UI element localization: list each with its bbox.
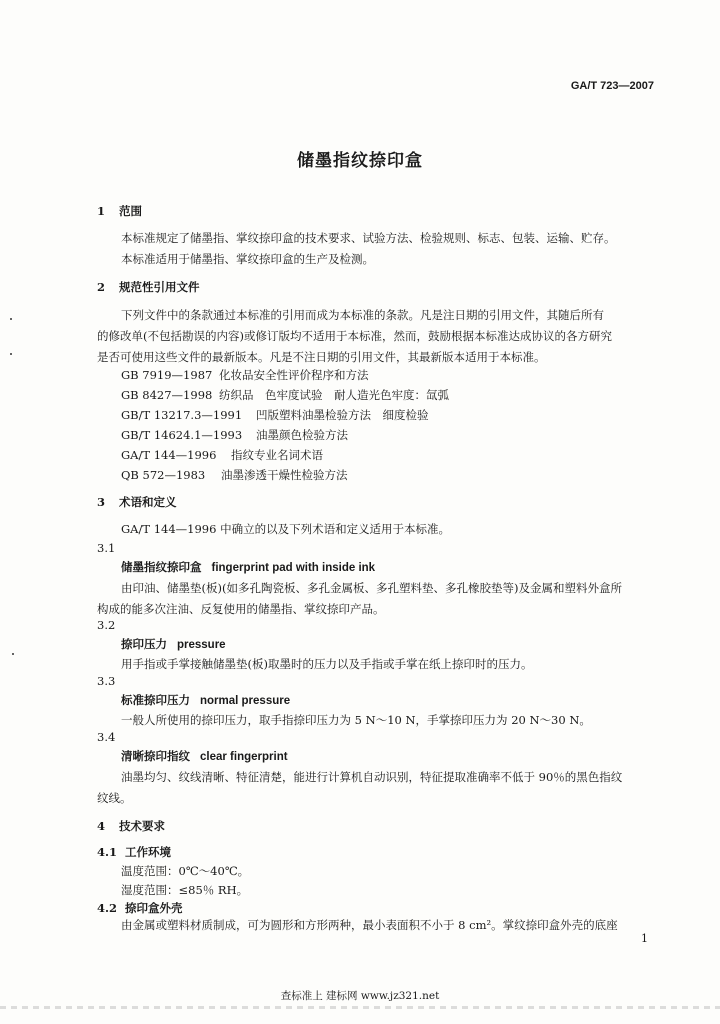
scan-border xyxy=(0,1006,720,1009)
term-cn: 清晰捺印指纹 xyxy=(121,749,190,763)
term-cn: 储墨指纹捺印盒 xyxy=(121,560,202,574)
scan-speck xyxy=(12,653,14,655)
definition-line: 一般人所使用的捺印压力，取手指捺印压力为 5 N～10 N，手掌捺印压力为 20 N～30 N。 xyxy=(121,713,591,727)
reference-item xyxy=(121,427,348,443)
reference-code: GB 7919—1987 xyxy=(121,368,213,382)
term-en: fingerprint pad with inside ink xyxy=(211,562,376,574)
scan-speck xyxy=(10,318,12,320)
reference-code: QB 572—1983 xyxy=(121,468,206,482)
reference-item xyxy=(121,447,323,463)
subsection-heading xyxy=(97,900,183,916)
definition-line: 构成的能多次注油、反复使用的储墨指、掌纹捺印产品。 xyxy=(97,602,385,616)
reference-item xyxy=(121,387,449,403)
section-number: 3 xyxy=(97,495,106,509)
reference-item xyxy=(121,407,429,423)
reference-title: 纺织品 色牢度试验 耐人造光色牢度：氙弧 xyxy=(219,388,449,402)
term-en: pressure xyxy=(177,639,226,651)
reference-title: 指纹专业名词术语 xyxy=(231,448,323,462)
scan-speck xyxy=(10,353,12,355)
paragraph-line: 的修改单(不包括勘误的内容)或修订版均不适用于本标准，然而，鼓励根据本标准达成协议的各方研究 xyxy=(97,329,612,343)
paragraph: 本标准适用于储墨指、掌纹捺印盒的生产及检测。 xyxy=(121,252,374,266)
term-number: 3.4 xyxy=(97,730,116,744)
section-3-heading xyxy=(97,494,177,510)
paragraph: 本标准规定了储墨指、掌纹捺印盒的技术要求、试验方法、检验规则、标志、包装、运输、贮存。 xyxy=(121,231,616,245)
subsection-title: 捺印盒外壳 xyxy=(125,901,183,915)
subsection-title: 工作环境 xyxy=(125,845,171,859)
definition-line: 用手指或手掌接触储墨垫(板)取墨时的压力以及手指或手掌在纸上捺印时的压力。 xyxy=(121,657,533,671)
paragraph-line: 下列文件中的条款通过本标准的引用而成为本标准的条款。凡是注日期的引用文件，其随后所有 xyxy=(121,308,604,322)
reference-item xyxy=(121,367,369,383)
term-heading xyxy=(121,692,290,708)
subsection-heading xyxy=(97,844,171,860)
reference-title: 油墨渗透干燥性检验方法 xyxy=(221,468,348,482)
section-number: 1 xyxy=(97,204,106,218)
paragraph-line: 湿度范围：≤85％ RH。 xyxy=(121,883,249,897)
term-cn: 标准捺印压力 xyxy=(121,693,190,707)
reference-title: 油墨颜色检验方法 xyxy=(256,428,348,442)
section-title: 术语和定义 xyxy=(119,495,177,509)
footer-watermark: 查标准上 建标网 www.jz321.net xyxy=(280,990,440,1002)
section-title: 规范性引用文件 xyxy=(119,280,200,294)
document-title: 储墨指纹捺印盒 xyxy=(297,151,423,171)
section-2-heading xyxy=(97,279,200,295)
page-number: 1 xyxy=(641,932,648,945)
term-number: 3.1 xyxy=(97,541,116,555)
term-en: clear fingerprint xyxy=(200,751,288,763)
term-cn: 捺印压力 xyxy=(121,637,167,651)
term-number: 3.3 xyxy=(97,674,116,688)
reference-code: GB/T 14624.1—1993 xyxy=(121,428,243,442)
section-number: 2 xyxy=(97,280,106,294)
paragraph: GA/T 144—1996 中确立的以及下列术语和定义适用于本标准。 xyxy=(121,522,451,536)
subsection-number: 4.1 xyxy=(97,845,118,859)
reference-code: GA/T 144—1996 xyxy=(121,448,217,462)
definition-line: 纹线。 xyxy=(97,791,132,805)
paragraph-line: 是否可使用这些文件的最新版本。凡是不注日期的引用文件，其最新版本适用于本标准。 xyxy=(97,350,546,364)
section-number: 4 xyxy=(97,819,106,833)
reference-code: GB 8427—1998 xyxy=(121,388,213,402)
paragraph-line: 温度范围：0℃～40℃。 xyxy=(121,864,250,878)
section-title: 技术要求 xyxy=(119,819,165,833)
term-heading xyxy=(121,748,288,764)
section-1-heading xyxy=(97,203,142,219)
reference-title: 化妆品安全性评价程序和方法 xyxy=(219,368,369,382)
definition-line: 油墨均匀、纹线清晰、特征清楚，能进行计算机自动识别，特征提取准确率不低于 90％的黑色指纹 xyxy=(121,770,623,784)
term-heading xyxy=(121,636,226,652)
paragraph-line: 由金属或塑料材质制成，可为圆形和方形两种，最小表面积不小于 8 cm²。掌纹捺印盒外壳的底座 xyxy=(121,918,618,932)
section-title: 范围 xyxy=(119,204,142,218)
standard-number: GA/T 723—2007 xyxy=(570,80,654,92)
reference-title: 凹版塑料油墨检验方法 细度检验 xyxy=(256,408,429,422)
section-4-heading xyxy=(97,818,165,834)
subsection-number: 4.2 xyxy=(97,901,118,915)
term-heading xyxy=(121,559,375,575)
term-number: 3.2 xyxy=(97,618,116,632)
term-en: normal pressure xyxy=(200,695,291,707)
reference-code: GB/T 13217.3—1991 xyxy=(121,408,243,422)
definition-line: 由印油、储墨垫(板)(如多孔陶瓷板、多孔金属板、多孔塑料垫、多孔橡胶垫等)及金属和塑料外盒所 xyxy=(121,581,622,595)
reference-item xyxy=(121,467,348,483)
